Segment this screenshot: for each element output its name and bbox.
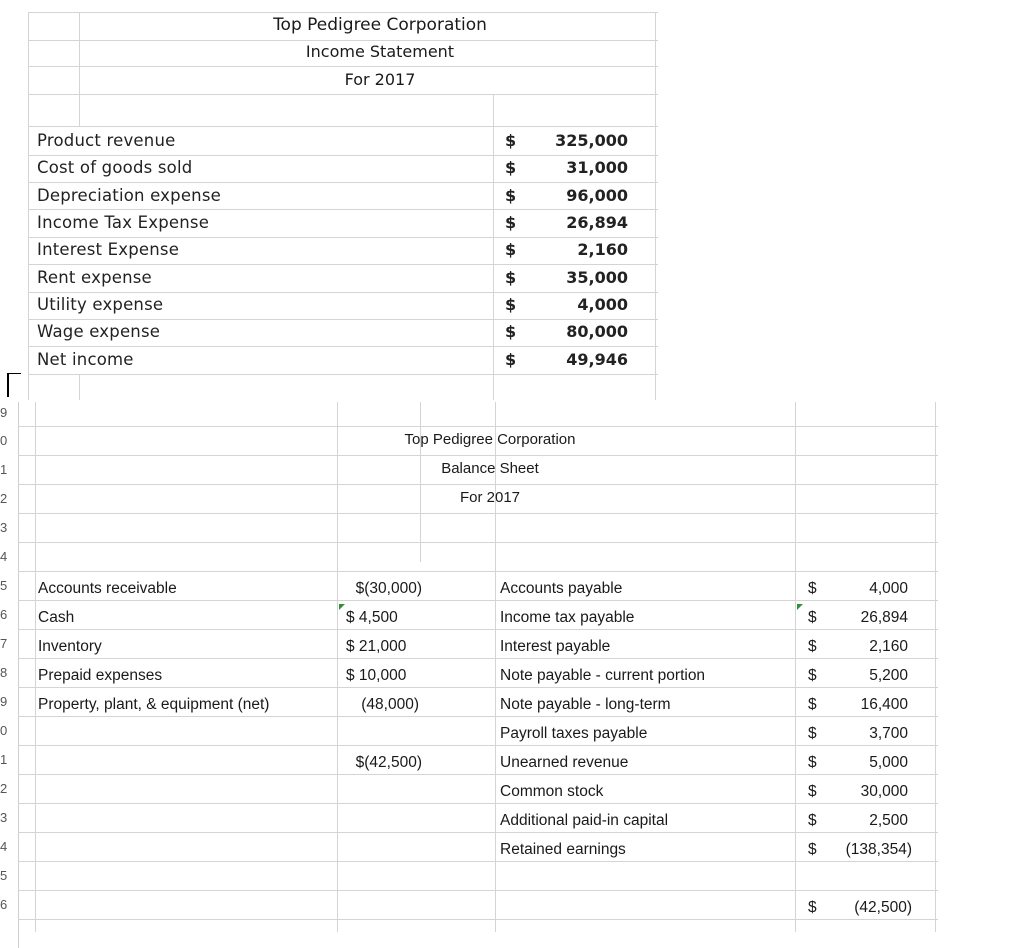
row-amount: 31,000 <box>566 158 628 177</box>
row-amount: 80,000 <box>566 322 628 341</box>
grid-line <box>18 861 938 862</box>
row-label: Product revenue <box>37 131 176 150</box>
currency-symbol: $ <box>505 186 517 205</box>
asset-amount: $ 10,000 <box>346 667 407 684</box>
liability-label: Note payable - current portion <box>500 667 706 684</box>
grid-line <box>79 374 80 400</box>
statement-period: For 2017 <box>344 70 416 89</box>
error-indicator <box>339 604 345 610</box>
asset-amount: $ 21,000 <box>346 638 407 655</box>
asset-amount: $(30,000) <box>355 580 422 597</box>
currency-symbol: $ <box>505 131 517 150</box>
grid-line <box>18 832 938 833</box>
currency-symbol: $ <box>505 268 517 287</box>
grid-line <box>18 658 938 659</box>
asset-amount: $ 4,500 <box>346 609 398 626</box>
balance-sheet-sheet <box>0 402 1024 948</box>
row-label: Cost of goods sold <box>37 158 193 177</box>
row-number: 9 <box>0 694 8 709</box>
grid-line <box>18 513 938 514</box>
liability-amount: 16,400 <box>860 696 908 713</box>
liability-label: Accounts payable <box>500 580 623 597</box>
currency-symbol: $ <box>505 295 517 314</box>
asset-label: Inventory <box>38 638 102 655</box>
row-number: 7 <box>0 636 8 651</box>
row-number: 2 <box>0 781 8 796</box>
error-indicator <box>797 604 803 610</box>
row-number: 1 <box>0 462 8 477</box>
row-number: 6 <box>0 607 8 622</box>
grid-line <box>18 484 938 485</box>
grid-line <box>18 919 938 920</box>
total-liabilities-equity: (42,500) <box>854 899 912 916</box>
grid-line <box>28 182 658 183</box>
grid-line <box>28 12 658 13</box>
currency-symbol: $ <box>808 580 817 597</box>
row-label: Interest Expense <box>37 240 180 259</box>
row-label: Income Tax Expense <box>37 213 210 232</box>
currency-symbol: $ <box>505 240 517 259</box>
grid-line <box>18 629 938 630</box>
grid-line <box>18 716 938 717</box>
currency-symbol: $ <box>808 638 817 655</box>
row-number: 9 <box>0 405 8 420</box>
statement-period: For 2017 <box>459 489 521 506</box>
row-label: Depreciation expense <box>37 186 221 205</box>
row-number: 0 <box>0 723 8 738</box>
currency-symbol: $ <box>808 696 817 713</box>
grid-line <box>493 94 494 400</box>
grid-line <box>18 571 938 572</box>
currency-symbol: $ <box>505 322 517 341</box>
row-number: 4 <box>0 839 8 854</box>
currency-symbol: $ <box>808 812 817 829</box>
equity-label: Additional paid-in capital <box>500 812 669 829</box>
text-cursor-tick <box>7 373 21 374</box>
asset-label: Prepaid expenses <box>38 667 163 684</box>
liability-amount: 5,200 <box>869 667 908 684</box>
grid-line <box>18 803 938 804</box>
equity-amount: (138,354) <box>845 841 912 858</box>
grid-line <box>28 264 658 265</box>
grid-line <box>495 402 496 932</box>
grid-line <box>337 402 338 932</box>
grid-line <box>28 374 658 375</box>
liability-label: Income tax payable <box>500 609 635 626</box>
row-number: 6 <box>0 897 8 912</box>
grid-line <box>28 292 658 293</box>
liability-label: Unearned revenue <box>500 754 629 771</box>
liability-amount: 3,700 <box>869 725 908 742</box>
statement-title: Income Statement <box>305 42 455 61</box>
liability-amount: 5,000 <box>869 754 908 771</box>
grid-line <box>28 66 658 67</box>
grid-line <box>28 40 658 41</box>
net-income-amount: 49,946 <box>566 350 628 369</box>
row-amount: 2,160 <box>577 240 628 259</box>
row-amount: 325,000 <box>555 131 628 150</box>
grid-line <box>28 209 658 210</box>
row-label: Utility expense <box>37 295 164 314</box>
grid-line <box>795 402 796 932</box>
currency-symbol: $ <box>808 609 817 626</box>
grid-line <box>18 890 938 891</box>
row-amount: 35,000 <box>566 268 628 287</box>
grid-line <box>35 402 36 932</box>
currency-symbol: $ <box>808 841 817 858</box>
liability-amount: 2,160 <box>869 638 908 655</box>
grid-line <box>28 319 658 320</box>
income-statement-sheet <box>0 0 660 400</box>
currency-symbol: $ <box>808 667 817 684</box>
currency-symbol: $ <box>505 213 517 232</box>
currency-symbol: $ <box>505 350 517 369</box>
grid-line <box>18 745 938 746</box>
row-label: Wage expense <box>37 322 161 341</box>
row-number: 8 <box>0 665 8 680</box>
grid-line <box>28 94 658 95</box>
grid-line <box>18 542 938 543</box>
row-number: 3 <box>0 520 8 535</box>
equity-amount: 30,000 <box>860 783 908 800</box>
grid-line <box>28 126 658 127</box>
row-amount: 96,000 <box>566 186 628 205</box>
asset-label: Accounts receivable <box>38 580 177 597</box>
grid-line <box>935 402 936 932</box>
grid-line <box>18 455 938 456</box>
asset-label: Cash <box>38 609 75 626</box>
grid-line <box>28 346 658 347</box>
grid-line <box>28 155 658 156</box>
row-number: 3 <box>0 810 8 825</box>
company-name: Top Pedigree Corporation <box>404 431 576 448</box>
row-number: 4 <box>0 549 8 564</box>
row-number: 2 <box>0 491 8 506</box>
row-amount: 26,894 <box>566 213 628 232</box>
currency-symbol: $ <box>808 754 817 771</box>
asset-label: Property, plant, & equipment (net) <box>38 696 270 713</box>
grid-line <box>18 600 938 601</box>
row-label: Rent expense <box>37 268 152 287</box>
currency-symbol: $ <box>505 158 517 177</box>
currency-symbol: $ <box>808 783 817 800</box>
asset-amount: (48,000) <box>361 696 419 713</box>
row-number: 5 <box>0 868 8 883</box>
row-number: 1 <box>0 752 8 767</box>
row-amount: 4,000 <box>577 295 628 314</box>
company-name: Top Pedigree Corporation <box>273 15 487 35</box>
equity-label: Common stock <box>500 783 604 800</box>
liability-label: Note payable - long-term <box>500 696 671 713</box>
grid-line <box>28 237 658 238</box>
statement-title: Balance Sheet <box>441 460 539 477</box>
liability-label: Payroll taxes payable <box>500 725 648 742</box>
row-number: 0 <box>0 433 8 448</box>
grid-line <box>18 687 938 688</box>
liability-label: Interest payable <box>500 638 611 655</box>
currency-symbol: $ <box>808 725 817 742</box>
grid-line <box>18 426 938 427</box>
text-cursor <box>7 373 9 397</box>
currency-symbol: $ <box>808 899 817 916</box>
grid-line <box>18 774 938 775</box>
row-number: 5 <box>0 578 8 593</box>
liability-amount: 26,894 <box>860 609 908 626</box>
row-label: Net income <box>37 350 134 369</box>
equity-label: Retained earnings <box>500 841 626 858</box>
total-assets: $(42,500) <box>355 754 422 771</box>
equity-amount: 2,500 <box>869 812 908 829</box>
liability-amount: 4,000 <box>869 580 908 597</box>
